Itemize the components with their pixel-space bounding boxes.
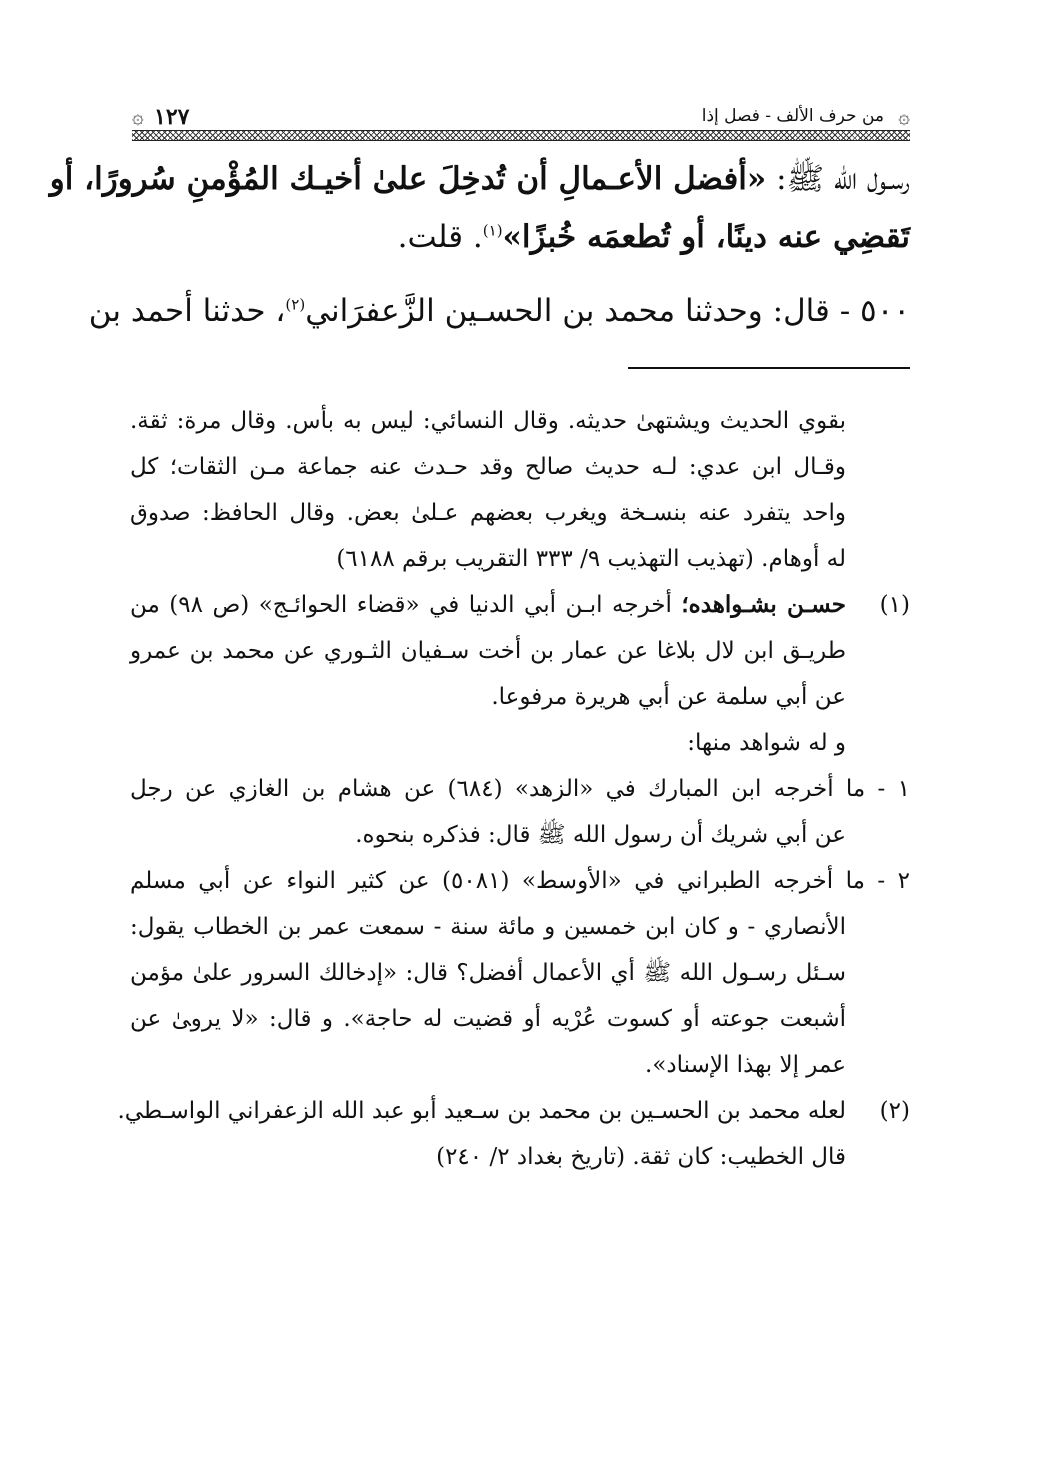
footnote-line: وقـال ابن عدي: لـه حديث صالح وقد حـدث عنه جماعة مـن الثقات؛ كل xyxy=(130,454,846,480)
footnote-line: الأنصاري - و كان ابن خمسين و مائة سنة - سمعت عمر بن الخطاب يقول: xyxy=(130,914,846,940)
footnote-ref: (١) xyxy=(482,221,503,240)
ornament-icon: ۞ xyxy=(132,104,144,128)
text-span: أخرجه ابـن أبي الدنيا في «قضاء الحوائـج» (ص ٩٨) من xyxy=(130,592,682,618)
main-text xyxy=(49,150,910,340)
footnote-1 xyxy=(130,582,910,766)
running-header xyxy=(132,100,910,140)
running-title: من حرف الألف - فصل إذا xyxy=(701,106,884,126)
main-line xyxy=(130,208,910,266)
footnote-line: عمر إلا بهذا الإسناد». xyxy=(645,1052,846,1078)
footnote-line: ٢ - ما أخرجه الطبراني في «الأوسط» (٥٠٨١) عن كثير النواء عن أبي مسلم xyxy=(130,868,910,894)
footnote-2 xyxy=(117,1088,910,1180)
footnote-line: سـئل رسـول الله ﷺ أي الأعمال أفضل؟ قال: «إدخالك السرور علىٰ مؤمن xyxy=(130,960,846,986)
header-rule xyxy=(132,130,910,141)
footnote-marker: (٢) xyxy=(879,1098,910,1124)
text-span: ٥٠٠ - قال: وحدثنا محمد بن الحسـين الزَّعفرَاني xyxy=(305,293,910,329)
footnote-line: بقوي الحديث ويشتهىٰ حديثه. وقال النسائي: ليس به بأس. وقال مرة: ثقة. xyxy=(130,408,846,434)
main-line xyxy=(88,282,910,340)
page-number: ١٢٧ xyxy=(154,104,190,130)
footnote-line: قال الخطيب: كان ثقة. (تاريخ بغداد ٢/ ٢٤٠) xyxy=(436,1144,846,1170)
footnote-line: عن أبي شريك أن رسول الله ﷺ قال: فذكره بنحوه. xyxy=(355,822,846,848)
footnote-separator xyxy=(628,367,910,369)
text-span: . قلت. xyxy=(397,219,483,255)
ornament-icon: ۞ xyxy=(898,104,910,128)
footnote-line: عن أبي سلمة عن أبي هريرة مرفوعا. xyxy=(491,684,846,710)
footnote-line: له أوهام. (تهذيب التهذيب ٩/ ٣٣٣ التقريب برقم ٦١٨٨) xyxy=(336,546,846,572)
hadith-text: «أفضل الأعـمالِ أن تُدخِلَ علىٰ أخيـك المُؤْمنِ سُرورًا، أو xyxy=(49,161,767,197)
footnote-line: ١ - ما أخرجه ابن المبارك في «الزهد» (٦٨٤) عن هشام بن الغازي عن رجل xyxy=(130,776,911,802)
text-span: ، حدثنا أحمد بن xyxy=(88,293,286,329)
footnote-line: طريـق ابن لال بلاغا عن عمار بن أخت سـفيان الثـوري عن محمد بن عمرو xyxy=(130,638,846,664)
footnote-line: واحد يتفرد عنه بنسـخة ويغرب بعضهم عـلىٰ بعض. وقال الحافظ: صدوق xyxy=(130,500,846,526)
grading-text: حسـن بشـواهده؛ xyxy=(681,591,846,618)
footnote-marker: (١) xyxy=(879,592,910,618)
hadith-text: تَقضِي عنه دينًا، أو تُطعمَه خُبزًا» xyxy=(502,219,910,255)
footnote-line: أشبعت جوعته أو كسوت عُرْيه أو قضيت له حاجة». و قال: «لا يرو‍ىٰ عن xyxy=(130,1006,846,1032)
footnote-line xyxy=(130,582,846,628)
footnote-ref: (٢) xyxy=(285,295,306,314)
footnotes xyxy=(117,398,911,1180)
footnote-line: و له شواهد منها: xyxy=(687,730,846,756)
footnote-1-continuation xyxy=(130,766,910,1088)
main-line xyxy=(49,150,910,208)
footnote-line: لعله محمد بن الحسـين بن محمد بن سـعيد أبو عبد الله الزعفراني الواسـطي. xyxy=(117,1098,846,1124)
text-span: رسـول الله ﷺ: xyxy=(766,161,910,197)
